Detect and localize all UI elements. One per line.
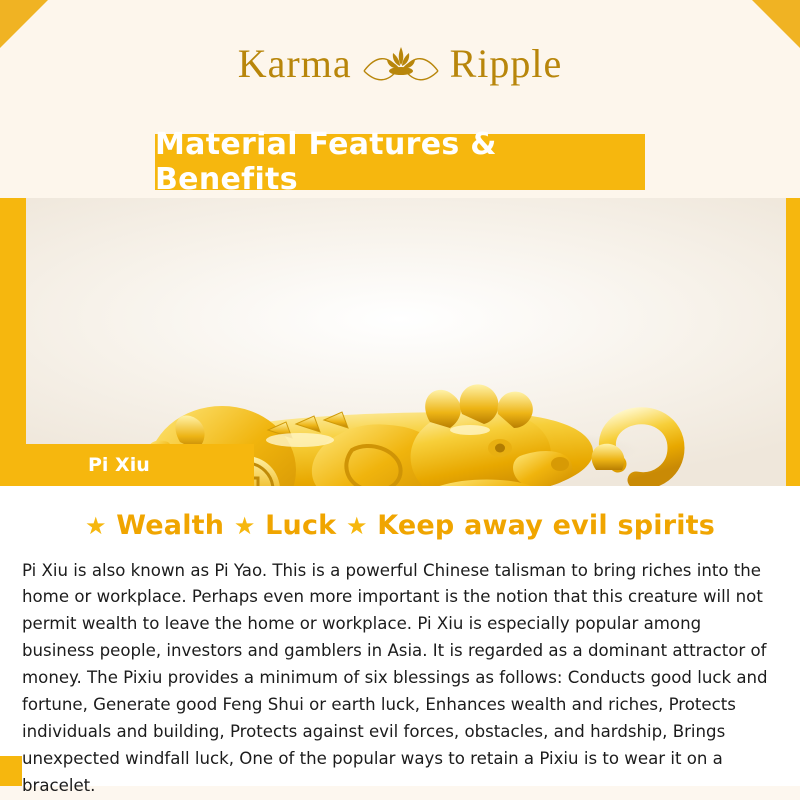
corner-decoration-top-right: [752, 0, 800, 48]
bottom-left-gold-accent: [0, 756, 22, 786]
benefit-luck: Luck: [265, 510, 337, 541]
title-plate: [155, 127, 645, 197]
hero-section: [0, 198, 800, 486]
benefit-keep-away-evil-spirits: Keep away evil spirits: [377, 510, 716, 541]
left-gold-bar: [0, 198, 26, 486]
title-band: [0, 128, 800, 198]
star-icon-2: ★: [233, 512, 256, 540]
page-title: Material Features & Benefits: [155, 127, 497, 197]
right-gold-bar: [786, 198, 800, 486]
brand-name-right: Ripple: [449, 41, 563, 86]
pixiu-product-photo: [0, 198, 800, 486]
brand-logo: [238, 41, 563, 87]
benefits-line: [22, 510, 778, 541]
image-caption-label: Pi Xiu: [88, 454, 150, 476]
description-paragraph: Pi Xiu is also known as Pi Yao. This is a powerful Chinese talisman to bring riches into the home or workplace. Perhaps even more important is the notion that this creature will not permit wealth to leave the home or workplace. Pi Xiu is especially popular among business people, investors and gamblers in Asia. It is regarded as a dominant attractor of money. The Pixiu provides a minimum of six blessings as follows: Conducts good luck and fortune, Generate good Feng Shui or earth luck, Enhances wealth and riches, Protects individuals and building, Protects against evil forces, obstacles, and hardship, Brings unexpected windfall luck, One of the popular ways to retain a Pixiu is to wear it on a bracelet.: [22, 560, 768, 795]
corner-decoration-top-left: [0, 0, 48, 48]
star-icon-3: ★: [345, 512, 368, 540]
image-caption: [26, 444, 254, 486]
lotus-flower-icon: [362, 41, 440, 87]
brand-header: [0, 0, 800, 128]
brand-name-left: Karma: [237, 41, 352, 86]
benefit-wealth: Wealth: [116, 510, 225, 541]
star-icon-1: ★: [84, 512, 107, 540]
description-section: [0, 486, 800, 795]
